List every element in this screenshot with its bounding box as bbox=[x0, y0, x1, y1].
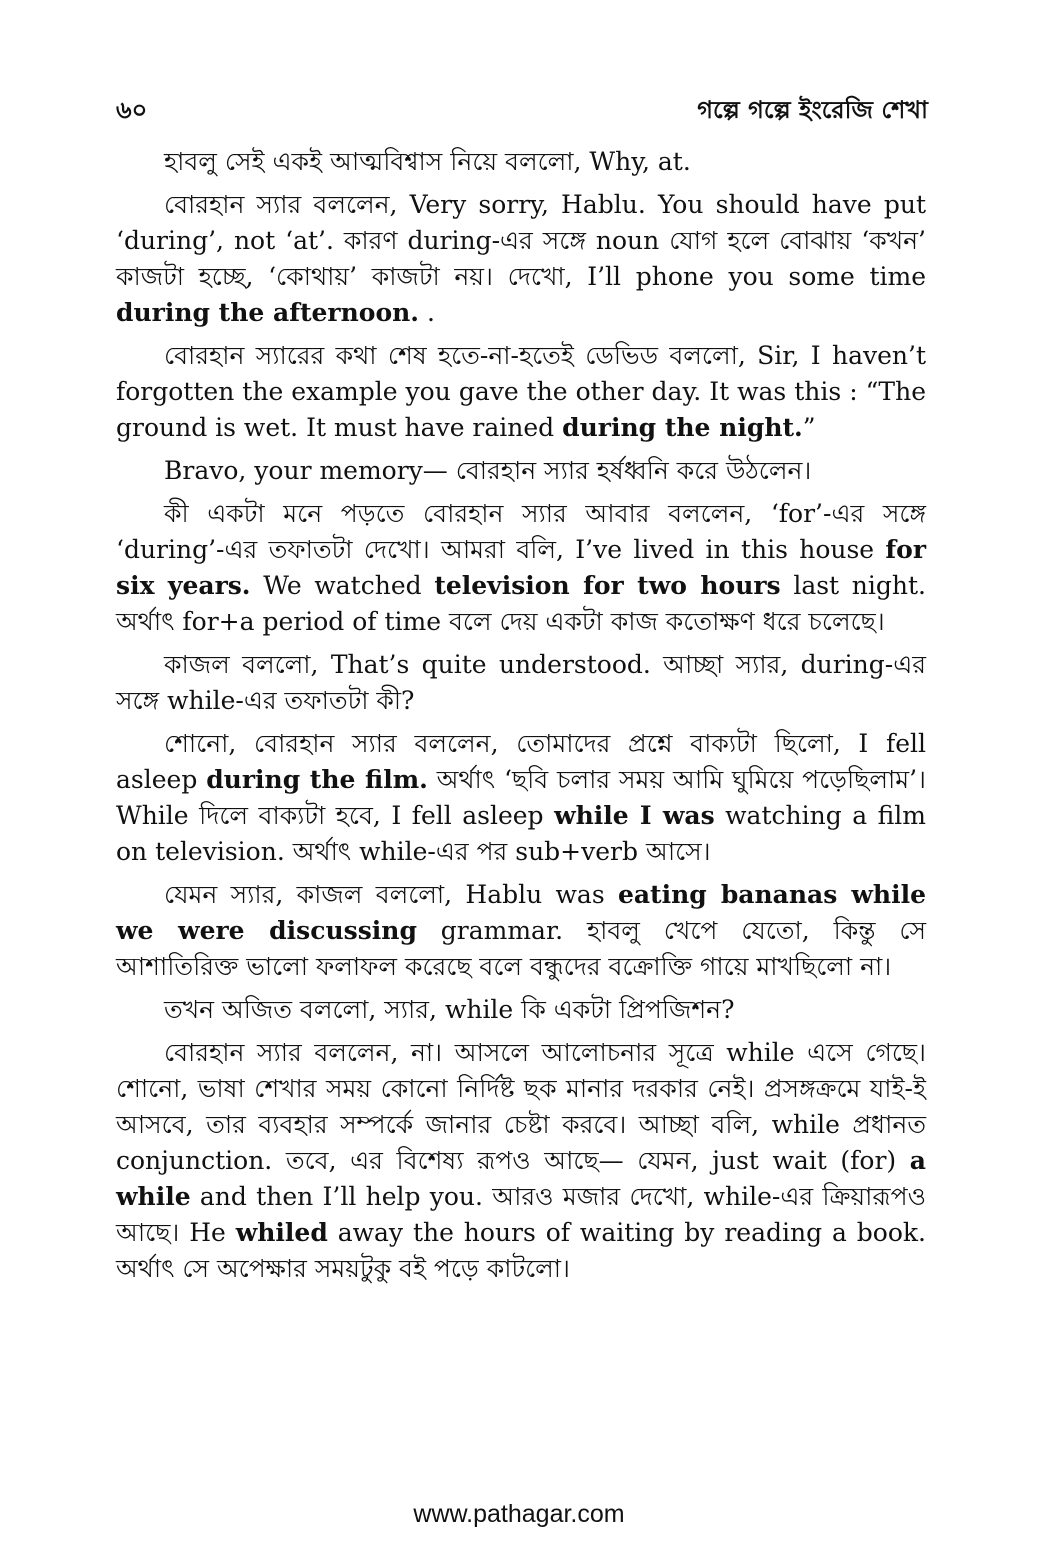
paragraph bbox=[116, 187, 926, 331]
text-run: বোরহান স্যারের কথা শেষ হতে-না-হতেই ডেভিড বললো, Sir, I haven’t forgotten the example you gave the other day. It was this : “The ground is wet. It must have rained bbox=[116, 341, 926, 442]
paragraph bbox=[116, 647, 926, 719]
text-run: last night. অর্থাৎ for+a period of time বলে দেয় একটা কাজ কতোক্ষণ ধরে চলেছে। bbox=[116, 571, 926, 636]
paragraph bbox=[116, 338, 926, 446]
page-number: ৬০ bbox=[116, 95, 148, 124]
bold-text: whiled bbox=[235, 1218, 328, 1247]
bold-text: during the night. bbox=[562, 413, 803, 442]
text-run: ” bbox=[802, 413, 816, 442]
paragraph bbox=[116, 1035, 926, 1287]
text-run: watching a film on television. অর্থাৎ while-এর পর sub+verb আসে। bbox=[116, 801, 926, 866]
text-run: . bbox=[419, 298, 435, 327]
page-header bbox=[116, 92, 928, 126]
bold-text: television for two hours bbox=[434, 571, 781, 600]
running-title: গল্পে গল্পে ইংরেজি শেখা bbox=[697, 95, 928, 124]
text-run: away the hours of waiting by reading a book. অর্থাৎ সে অপেক্ষার সময়টুকু বই পড়ে কাটলো। bbox=[116, 1218, 926, 1283]
bold-text: while I was bbox=[554, 801, 715, 830]
paragraph bbox=[116, 992, 926, 1028]
paragraph bbox=[116, 453, 926, 489]
text-run: বোরহান স্যার বললেন, না। আসলে আলোচনার সূত্রে while এসে গেছে। শোনো, ভাষা শেখার সময় কোনো নির্দিষ্ট ছক মানার দরকার নেই। প্রসঙ্গক্রমে যাই-ই আসবে, তার ব্যবহার সম্পর্কে জানার চেষ্টা করবে। আচ্ছা বলি, while প্রধানত conjunction. তবে, এর বিশেষ্য রূপও আছে— যেমন, just wait (for) bbox=[116, 1038, 926, 1175]
paragraph bbox=[116, 496, 926, 640]
text-run: অর্থাৎ ‘ছবি চলার সময় আমি ঘুমিয়ে পড়েছিলাম’। While দিলে বাক্যটা হবে, I fell asleep bbox=[116, 765, 926, 830]
text-run: and then I’ll help you. আরও মজার দেখো, while-এর ক্রিয়ারূপও আছে। He bbox=[116, 1182, 926, 1247]
text-run: কাজল বললো, That’s quite understood. আচ্ছা স্যার, during-এর সঙ্গে while-এর তফাতটা কী? bbox=[116, 650, 926, 715]
paragraph bbox=[116, 877, 926, 985]
bold-text: for six years. bbox=[116, 535, 926, 600]
paragraph bbox=[116, 144, 926, 180]
bold-text: during the afternoon. bbox=[116, 298, 420, 327]
text-run: বোরহান স্যার বললেন, Very sorry, Hablu. You should have put ‘during’, not ‘at’. কারণ during-এর সঙ্গে noun যোগ হলে বোঝায় ‘কখন’ কাজটা হচ্ছে, ‘কোথায়’ কাজটা নয়। দেখো, I’ll phone you some time bbox=[116, 190, 926, 291]
text-run: শোনো, বোরহান স্যার বললেন, তোমাদের প্রশ্নে বাক্যটা ছিলো, I fell asleep bbox=[116, 729, 926, 794]
footer-url: www.pathagar.com bbox=[413, 1500, 625, 1528]
bold-text: a while bbox=[116, 1146, 926, 1211]
body-text bbox=[116, 144, 926, 1294]
text-run: হাবলু সেই একই আত্মবিশ্বাস নিয়ে বললো, Why, at. bbox=[164, 147, 691, 176]
text-run: grammar. হাবলু খেপে যেতো, কিন্তু সে আশাতিরিক্ত ভালো ফলাফল করেছে বলে বন্ধুদের বক্রোক্তি গায়ে মাখছিলো না। bbox=[116, 916, 926, 981]
text-run: We watched bbox=[250, 571, 435, 600]
paragraph bbox=[116, 726, 926, 870]
text-run: তখন অজিত বললো, স্যার, while কি একটা প্রিপজিশন? bbox=[164, 995, 735, 1024]
bold-text: eating bananas while we were discussing bbox=[116, 880, 926, 945]
text-run: Bravo, your memory— বোরহান স্যার হর্ষধ্বনি করে উঠলেন। bbox=[164, 456, 812, 485]
text-run: কী একটা মনে পড়তে বোরহান স্যার আবার বললেন, ‘for’-এর সঙ্গে ‘during’-এর তফাতটা দেখো। আমরা বলি, I’ve lived in this house bbox=[116, 499, 926, 564]
text-run: যেমন স্যার, কাজল বললো, Hablu was bbox=[164, 880, 618, 909]
bold-text: during the film. bbox=[206, 765, 428, 794]
